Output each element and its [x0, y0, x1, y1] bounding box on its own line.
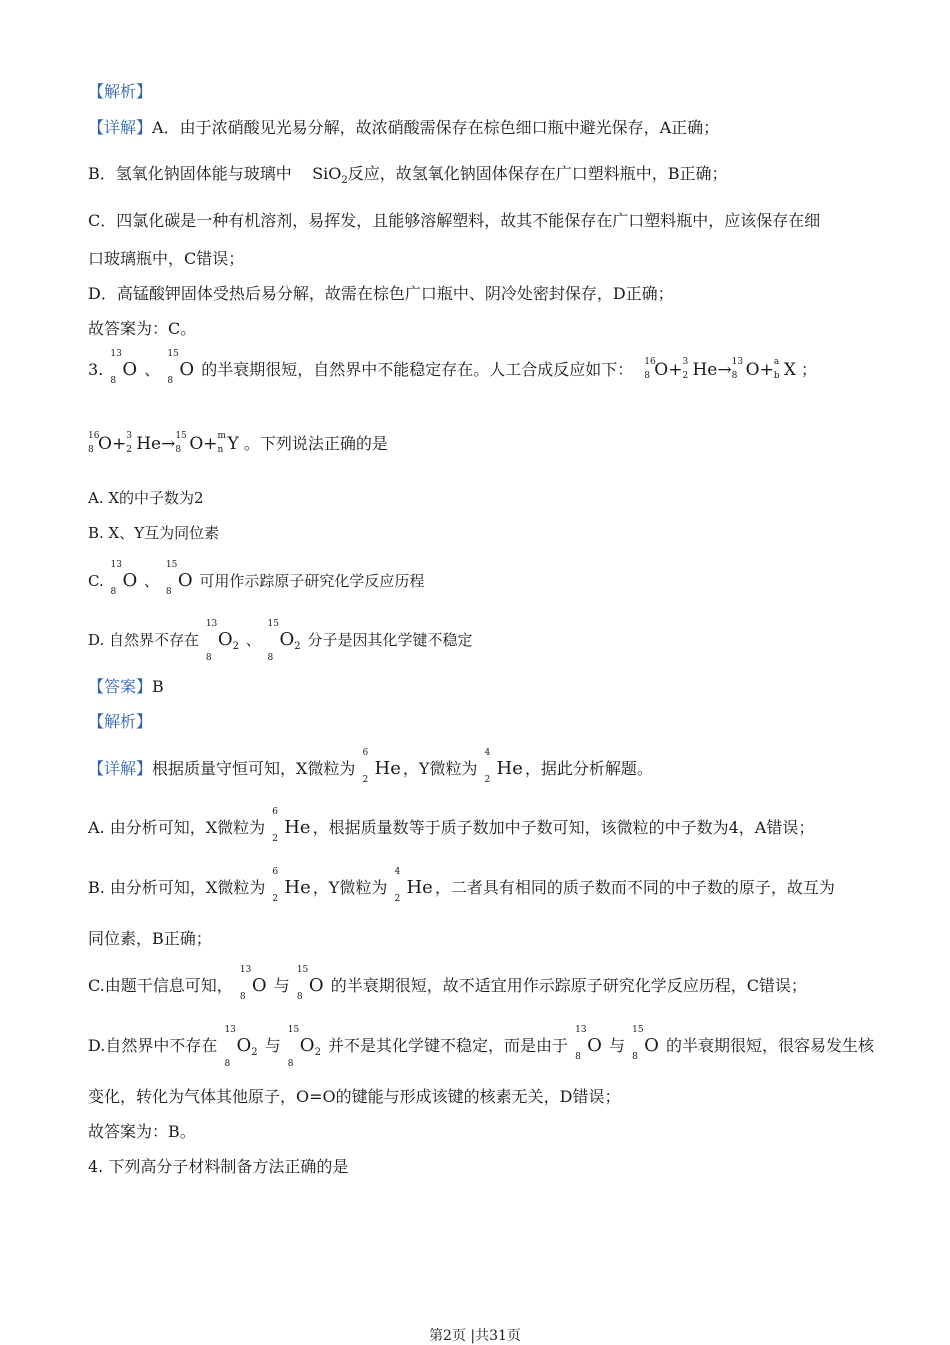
molecule-o2-15: 15 8 $O_2$: [287, 1025, 321, 1070]
molecule-o2-15: 15 8 $O_2$: [267, 619, 301, 663]
isotope-o15: 15 8 O: [296, 965, 324, 1002]
sio2-subscript: 2: [341, 175, 348, 187]
reaction-equation-2: 16 8 O+ 3 2 He→ 15 8 O+ m n Y: [88, 431, 239, 455]
isotope-o15: 15 8 O: [165, 560, 193, 597]
he4: 4 2 He: [394, 867, 433, 904]
detail-3-intro: 【详解】根据质量守恒可知，X微粒为 6 2 He ，Y微粒为 4 2 He ，据此分析解题。: [88, 748, 653, 785]
detail-line-a: [88, 118, 719, 138]
detail-line-b: [88, 164, 727, 191]
molecule-o2-13: 13 8 $O_2$: [205, 619, 239, 663]
question-3-text-2: 。下列说法正确的是: [243, 434, 388, 453]
analysis-label: 【解析】: [88, 82, 153, 101]
he6: 6 2 He: [272, 867, 311, 904]
detail-line-d: D．高锰酸钾固体受热后易分解，故需在棕色广口瓶中、阴冷处密封保存，D正确；: [88, 284, 674, 303]
line-b-post: 反应，故氢氧化钠固体保存在广口塑料瓶中，B正确；: [347, 164, 728, 183]
option-a: A. X的中子数为2: [88, 489, 204, 507]
separator: 、: [144, 360, 161, 379]
isotope-o13: 13 8 O: [239, 965, 267, 1002]
he6: 6 2 He: [272, 807, 311, 844]
isotope-o13: 13 8 O: [575, 1025, 602, 1062]
reaction-equation-1: 16 8 O+ 3 2 He→ 13 8 O+ a b X: [644, 357, 796, 381]
question-4: 4. 下列高分子材料制备方法正确的是: [88, 1157, 349, 1176]
detail-3-d2: 变化，转化为气体其他原子，O=O的键能与形成该键的核素无关，D错误；: [88, 1087, 621, 1106]
answer-line-1: 故答案为：C。: [88, 319, 197, 338]
isotope-o15: 15 8 O: [632, 1025, 659, 1062]
answer-3: 【答案】B: [88, 677, 164, 696]
detail-3-b2: 同位素，B正确；: [88, 929, 212, 948]
option-b: B. X、Y互为同位素: [88, 524, 220, 542]
question-number: 3.: [88, 360, 104, 379]
detail-line-c1: C．四氯化碳是一种有机溶剂，易挥发，且能够溶解塑料，故其不能保存在广口塑料瓶中，应该保存在细: [88, 211, 821, 230]
detail-3-a: A. 由分析可知，X微粒为 6 2 He ，根据质量数等于质子数加中子数可知，该微粒的中子数为4，A错误；: [88, 807, 815, 844]
isotope-o15: 15 8 O: [167, 349, 195, 386]
option-c: C. 13 8 O 、 15 8 O 可用作示踪原子研究化学反应历程: [88, 560, 425, 597]
option-d: D. 自然界不存在 13 8 $O_2$ 、 15 8 $O_2$ 分子是因其化学键不稳定: [88, 619, 473, 663]
he6: 6 2 He: [362, 748, 401, 785]
isotope-o13: 13 8 O: [110, 349, 138, 386]
analysis-label-2: 【解析】: [88, 712, 153, 731]
detail-3-c: C.由题干信息可知， 13 8 O 与 15 8 O 的半衰期很短，故不适宜用作示踪原子研究化学反应历程，C错误；: [88, 965, 807, 1002]
question-3-text-1: 的半衰期很短，自然界中不能稳定存在。人工合成反应如下：: [201, 360, 634, 379]
semicolon: ；: [801, 360, 818, 379]
detail-line-c2: 口玻璃瓶中，C错误；: [88, 249, 245, 268]
answer-final: 故答案为：B。: [88, 1122, 196, 1141]
detail-3-d: D.自然界中不存在 13 8 $O_2$ 与 15 8 $O_2$ 并不是其化学键不稳定，而是由于 13 8 O 与 15 8 O 的半衰期很短，很容易发生核: [88, 1025, 874, 1070]
he4: 4 2 He: [484, 748, 523, 785]
detail-tag: 【详解】: [88, 118, 153, 137]
isotope-o13: 13 8 O: [110, 560, 138, 597]
line-a-text: A．由于浓硝酸见光易分解，故浓硝酸需保存在棕色细口瓶中避光保存，A正确；: [152, 118, 720, 137]
molecule-o2-13: 13 8 $O_2$: [224, 1025, 258, 1070]
question-3-line-2: [88, 431, 388, 455]
detail-3-b: B. 由分析可知，X微粒为 6 2 He ，Y微粒为 4 2 He ，二者具有相同的质子数而不同的中子数的原子，故互为: [88, 867, 835, 904]
line-b-pre: B．氢氧化钠固体能与玻璃中: [88, 164, 292, 183]
sio2-formula: SiO: [312, 164, 342, 183]
page-footer: 第2页 |共31页: [429, 1328, 521, 1344]
question-3-line-1: [88, 349, 818, 386]
